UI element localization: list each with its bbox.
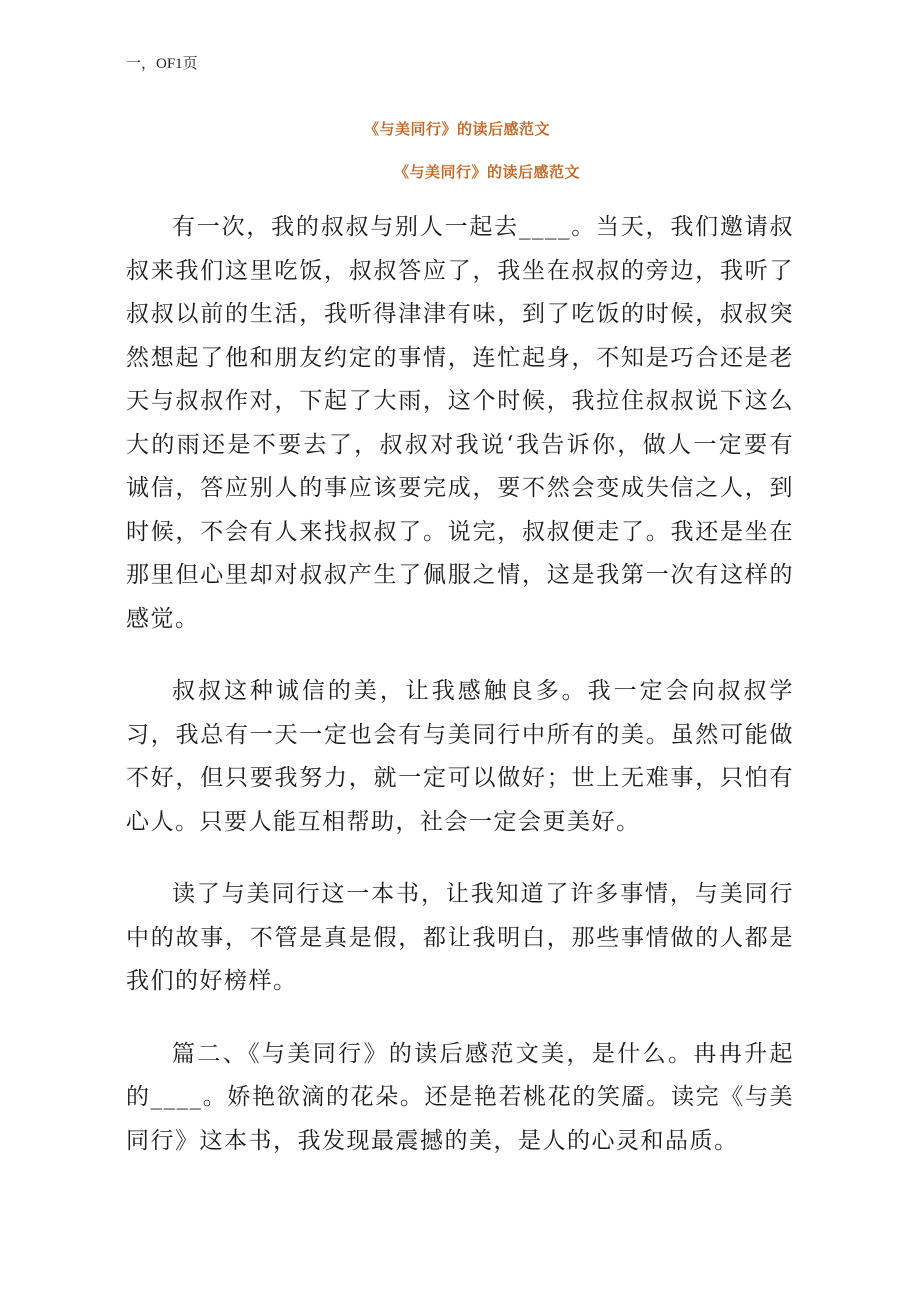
paragraph: 叔叔这种诚信的美，让我感触良多。我一定会向叔叔学习，我总有一天一定也会有与美同行中所有的美。虽然可能做不好，但只要我努力，就一定可以做好；世上无难事，只怕有心人。只要人能互相帮助，社会一定会更美好。	[126, 678, 794, 835]
paragraph: 有一次，我的叔叔与别人一起去____。当天，我们邀请叔叔来我们这里吃饭，叔叔答应了，我坐在叔叔的旁边，我听了叔叔以前的生活，我听得津津有味，到了吃饭的时候，叔叔突然想起了他和朋友约定的事情，连忙起身，不知是巧合还是老天与叔叔作对，下起了大雨，这个时候，我拉住叔叔说下这么大的雨还是不要去了，叔叔对我说‘我告诉你，做人一定要有诚信，答应别人的事应该要完成，要不然会变成失信之人，到时候，不会有人来找叔叔了。说完，叔叔便走了。我还是坐在那里但心里却对叔叔产生了佩服之情，这是我第一次有这样的感觉。	[126, 214, 794, 632]
paragraph: 篇二、《与美同行》的读后感范文美，是什么。冉冉升起的____。娇艳欲滴的花朵。还是艳若桃花的笑靥。读完《与美同行》这本书，我发现最震撼的美，是人的心灵和品质。	[126, 1040, 794, 1154]
document-title: 《与美同行》的读后感范文	[363, 120, 550, 138]
paragraph: 读了与美同行这一本书，让我知道了许多事情，与美同行中的故事，不管是真是假，都让我明白，那些事情做的人都是我们的好榜样。	[126, 881, 794, 994]
document-body	[126, 206, 794, 1192]
page-indicator: 一，OF1页	[126, 56, 198, 72]
document-subtitle: 《与美同行》的读后感范文	[393, 163, 580, 181]
